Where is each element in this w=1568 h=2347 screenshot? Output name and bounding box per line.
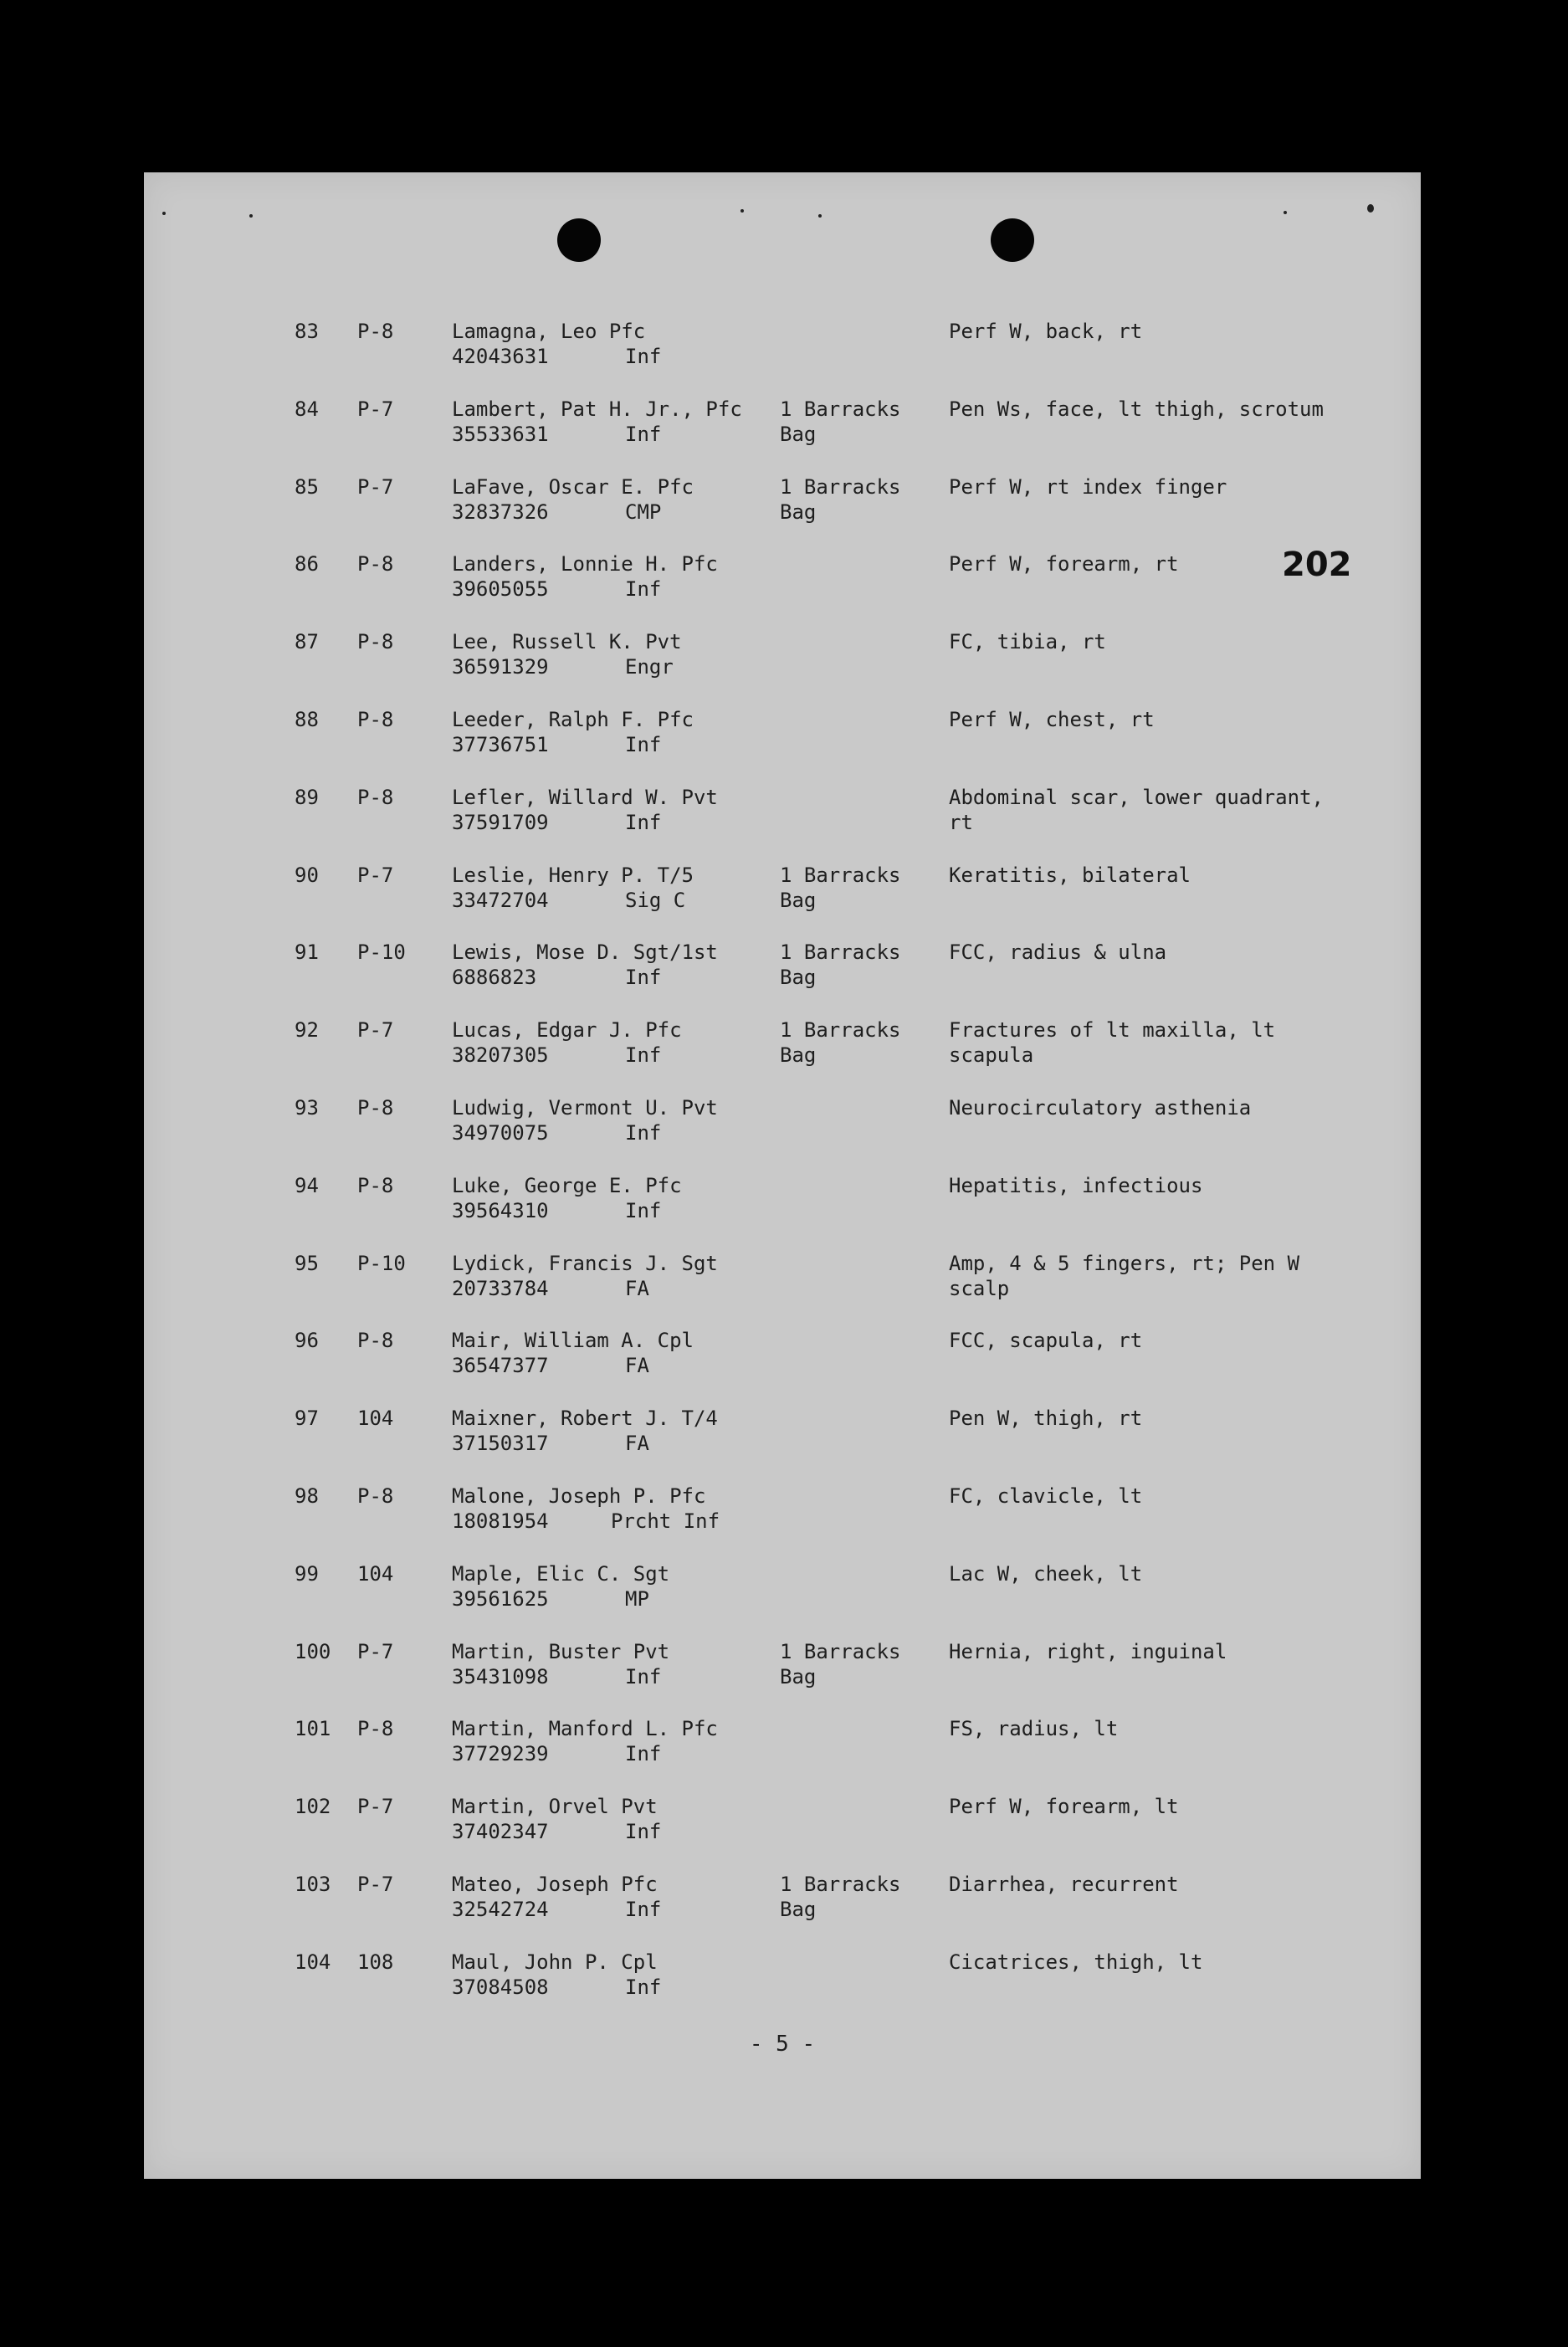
entry-name: Lewis, Mose D. Sgt/1st: [452, 940, 718, 965]
entry-diagnosis: Amp, 4 & 5 fingers, rt; Pen W: [949, 1251, 1300, 1275]
entry-baggage-2: Bag: [780, 966, 817, 990]
entry-ward: P-7: [357, 1018, 394, 1043]
entry-row: [144, 1173, 1421, 1232]
entry-number: 91: [295, 940, 319, 965]
entry-number: 96: [295, 1329, 319, 1353]
entry-row: [144, 707, 1421, 766]
entry-row: [144, 474, 1421, 533]
entry-serial: 39561625: [452, 1586, 549, 1611]
entry-number: 87: [295, 630, 319, 654]
entry-number: 86: [295, 552, 319, 577]
entry-row: [144, 1639, 1421, 1698]
entry-number: 97: [295, 1407, 319, 1431]
entry-unit: Inf: [625, 1121, 662, 1145]
entry-number: 94: [295, 1173, 319, 1197]
entry-diagnosis: FS, radius, lt: [949, 1717, 1119, 1741]
entry-serial: 39605055: [452, 577, 549, 602]
entry-serial: 37150317: [452, 1432, 549, 1456]
entry-baggage: 1 Barracks: [780, 397, 901, 421]
entry-number: 88: [295, 708, 319, 731]
entry-diagnosis-2: scapula: [949, 1043, 1034, 1068]
entry-unit: CMP: [625, 500, 662, 524]
entry-diagnosis: Perf W, chest, rt: [949, 708, 1155, 731]
entry-unit: Inf: [625, 1742, 662, 1766]
entry-baggage-2: Bag: [780, 888, 817, 912]
entry-row: [144, 1328, 1421, 1386]
entry-row: [144, 1017, 1421, 1076]
entry-diagnosis: Keratitis, bilateral: [949, 863, 1191, 887]
entry-baggage-2: Bag: [780, 1898, 817, 1921]
entry-ward: P-8: [357, 785, 394, 809]
entry-number: 98: [295, 1484, 319, 1508]
entry-serial: 37736751: [452, 733, 549, 756]
entry-diagnosis: Pen Ws, face, lt thigh, scrotum: [949, 397, 1324, 421]
entry-name: Lamagna, Leo Pfc: [452, 320, 646, 343]
entry-ward: P-7: [357, 397, 394, 421]
document-page: [144, 172, 1421, 2179]
entry-diagnosis: FCC, radius & ulna: [949, 940, 1167, 965]
entry-diagnosis: Fractures of lt maxilla, lt: [949, 1018, 1276, 1043]
entry-row: [144, 940, 1421, 998]
entry-number: 93: [295, 1096, 319, 1120]
entry-serial: 35533631: [452, 422, 549, 446]
entry-diagnosis: Perf W, forearm, lt: [949, 1795, 1179, 1819]
entry-name: Martin, Manford L. Pfc: [452, 1717, 718, 1741]
entry-diagnosis: FC, clavicle, lt: [949, 1484, 1143, 1508]
entry-diagnosis: Lac W, cheek, lt: [949, 1561, 1143, 1586]
entry-name: Leslie, Henry P. T/5: [452, 863, 694, 887]
entry-ward: P-8: [357, 1484, 394, 1508]
entry-name: LaFave, Oscar E. Pfc: [452, 474, 694, 499]
entry-ward: 104: [357, 1561, 394, 1586]
entry-unit: Inf: [625, 1975, 662, 1999]
entry-baggage: 1 Barracks: [780, 474, 901, 499]
entry-name: Mateo, Joseph Pfc: [452, 1873, 658, 1896]
entry-ward: P-8: [357, 320, 394, 343]
entry-serial: 35431098: [452, 1664, 549, 1689]
entry-unit: Inf: [625, 345, 662, 368]
entry-ward: P-7: [357, 1639, 394, 1663]
entry-unit: Inf: [625, 733, 662, 756]
entry-diagnosis: Cicatrices, thigh, lt: [949, 1950, 1203, 1974]
entry-baggage: 1 Barracks: [780, 1018, 901, 1043]
entry-baggage-2: Bag: [780, 422, 817, 446]
entry-row: [144, 1484, 1421, 1542]
entry-unit: Inf: [625, 1820, 662, 1844]
entry-name: Mair, William A. Cpl: [452, 1329, 694, 1353]
entry-row: [144, 1716, 1421, 1775]
entry-diagnosis-2: rt: [949, 810, 973, 834]
entry-number: 83: [295, 320, 319, 343]
entry-baggage: 1 Barracks: [780, 863, 901, 887]
entry-number: 95: [295, 1251, 319, 1275]
entry-name: Martin, Buster Pvt: [452, 1639, 670, 1663]
entry-row: [144, 1251, 1421, 1309]
entry-row: [144, 397, 1421, 455]
entry-row: [144, 1950, 1421, 2008]
entry-baggage: 1 Barracks: [780, 1873, 901, 1896]
entry-serial: 37084508: [452, 1975, 549, 1999]
entry-list: [144, 172, 1421, 2179]
entry-unit: Inf: [625, 577, 662, 602]
entry-name: Lambert, Pat H. Jr., Pfc: [452, 397, 742, 421]
entry-baggage-2: Bag: [780, 1043, 817, 1068]
page-number-footer: - 5 -: [749, 2032, 816, 2057]
entry-diagnosis: Neurocirculatory asthenia: [949, 1096, 1252, 1120]
entry-serial: 42043631: [452, 345, 549, 368]
entry-serial: 18081954: [452, 1509, 549, 1533]
entry-serial: 32837326: [452, 500, 549, 524]
entry-unit: Inf: [625, 1043, 662, 1068]
entry-ward: 104: [357, 1407, 394, 1431]
entry-ward: P-8: [357, 708, 394, 731]
entry-ward: P-7: [357, 863, 394, 887]
entry-row: [144, 1872, 1421, 1930]
entry-serial: 36547377: [452, 1354, 549, 1378]
entry-serial: 38207305: [452, 1043, 549, 1068]
entry-number: 101: [295, 1717, 331, 1741]
entry-serial: 39564310: [452, 1198, 549, 1222]
entry-number: 99: [295, 1561, 319, 1586]
entry-number: 103: [295, 1873, 331, 1896]
entry-number: 85: [295, 474, 319, 499]
entry-serial: 32542724: [452, 1898, 549, 1921]
entry-name: Ludwig, Vermont U. Pvt: [452, 1096, 718, 1120]
entry-diagnosis: Diarrhea, recurrent: [949, 1873, 1179, 1896]
entry-ward: P-7: [357, 474, 394, 499]
entry-unit: Inf: [625, 1898, 662, 1921]
entry-diagnosis: Abdominal scar, lower quadrant,: [949, 785, 1324, 809]
entry-serial: 37729239: [452, 1742, 549, 1766]
entry-ward: 108: [357, 1950, 394, 1974]
entry-row: [144, 551, 1421, 610]
entry-baggage: 1 Barracks: [780, 1639, 901, 1663]
entry-unit: Inf: [625, 1664, 662, 1689]
entry-diagnosis: Perf W, forearm, rt: [949, 552, 1179, 577]
entry-row: [144, 1794, 1421, 1852]
entry-unit: FA: [625, 1354, 649, 1378]
entry-unit: Engr: [625, 655, 674, 679]
entry-name: Lydick, Francis J. Sgt: [452, 1251, 718, 1275]
entry-row: [144, 1561, 1421, 1620]
entry-name: Luke, George E. Pfc: [452, 1173, 682, 1197]
entry-name: Martin, Orvel Pvt: [452, 1795, 658, 1819]
entry-name: Maixner, Robert J. T/4: [452, 1407, 718, 1431]
entry-diagnosis: FC, tibia, rt: [949, 630, 1106, 654]
entry-serial: 34970075: [452, 1121, 549, 1145]
entry-ward: P-8: [357, 1329, 394, 1353]
entry-serial: 33472704: [452, 888, 549, 912]
entry-serial: 37591709: [452, 810, 549, 834]
entry-serial: 37402347: [452, 1820, 549, 1844]
entry-ward: P-8: [357, 630, 394, 654]
entry-name: Maul, John P. Cpl: [452, 1950, 658, 1974]
page-stamp-number: 202: [1282, 546, 1352, 584]
entry-unit: Prcht Inf: [611, 1509, 720, 1533]
entry-baggage: 1 Barracks: [780, 940, 901, 965]
entry-diagnosis: FCC, scapula, rt: [949, 1329, 1143, 1353]
entry-ward: P-7: [357, 1795, 394, 1819]
entry-name: Lucas, Edgar J. Pfc: [452, 1018, 682, 1043]
entry-serial: 36591329: [452, 655, 549, 679]
entry-number: 89: [295, 785, 319, 809]
entry-ward: P-7: [357, 1873, 394, 1896]
entry-ward: P-10: [357, 940, 406, 965]
entry-unit: FA: [625, 1276, 649, 1300]
entry-number: 104: [295, 1950, 331, 1974]
entry-name: Leeder, Ralph F. Pfc: [452, 708, 694, 731]
entry-ward: P-8: [357, 1173, 394, 1197]
entry-row: [144, 319, 1421, 377]
entry-unit: Sig C: [625, 888, 686, 912]
entry-baggage-2: Bag: [780, 1664, 817, 1689]
entry-row: [144, 785, 1421, 843]
entry-ward: P-10: [357, 1251, 406, 1275]
entry-row: [144, 1406, 1421, 1464]
entry-diagnosis-2: scalp: [949, 1276, 1010, 1300]
entry-number: 84: [295, 397, 319, 421]
entry-ward: P-8: [357, 1717, 394, 1741]
entry-unit: Inf: [625, 810, 662, 834]
entry-diagnosis: Perf W, back, rt: [949, 320, 1143, 343]
entry-row: [144, 863, 1421, 921]
entry-unit: Inf: [625, 422, 662, 446]
entry-diagnosis: Hernia, right, inguinal: [949, 1639, 1227, 1663]
entry-name: Lee, Russell K. Pvt: [452, 630, 682, 654]
entry-number: 100: [295, 1639, 331, 1663]
entry-number: 102: [295, 1795, 331, 1819]
entry-number: 90: [295, 863, 319, 887]
entry-serial: 20733784: [452, 1276, 549, 1300]
entry-row: [144, 629, 1421, 688]
entry-unit: FA: [625, 1432, 649, 1456]
entry-unit: Inf: [625, 966, 662, 990]
entry-unit: MP: [625, 1586, 649, 1611]
entry-ward: P-8: [357, 552, 394, 577]
entry-number: 92: [295, 1018, 319, 1043]
entry-ward: P-8: [357, 1096, 394, 1120]
entry-name: Lefler, Willard W. Pvt: [452, 785, 718, 809]
entry-diagnosis: Pen W, thigh, rt: [949, 1407, 1143, 1431]
entry-name: Landers, Lonnie H. Pfc: [452, 552, 718, 577]
entry-diagnosis: Perf W, rt index finger: [949, 474, 1227, 499]
entry-unit: Inf: [625, 1198, 662, 1222]
entry-serial: 6886823: [452, 966, 537, 990]
entry-name: Maple, Elic C. Sgt: [452, 1561, 670, 1586]
entry-baggage-2: Bag: [780, 500, 817, 524]
entry-name: Malone, Joseph P. Pfc: [452, 1484, 706, 1508]
entry-diagnosis: Hepatitis, infectious: [949, 1173, 1203, 1197]
entry-row: [144, 1095, 1421, 1154]
